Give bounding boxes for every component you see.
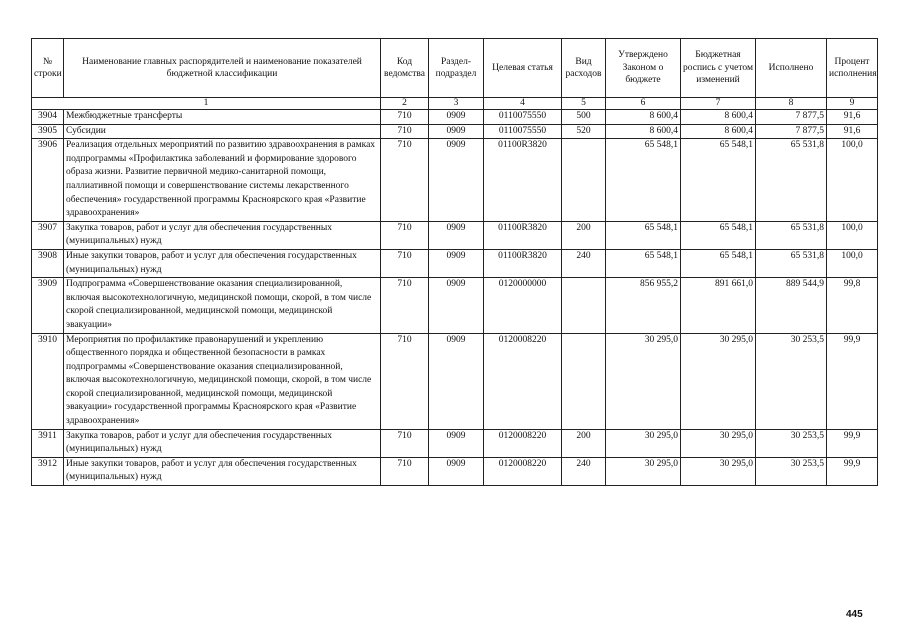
- target-article-cell: 0110075550: [484, 124, 562, 139]
- table-row: [32, 124, 878, 139]
- expense-kind-cell: 520: [562, 124, 606, 139]
- section-cell: 0909: [429, 333, 484, 429]
- percent-cell: 100,0: [827, 249, 878, 277]
- section-cell: 0909: [429, 110, 484, 125]
- expense-kind-cell: [562, 278, 606, 333]
- planned-cell: 8 600,4: [681, 124, 756, 139]
- percent-cell: 99,9: [827, 457, 878, 485]
- row-number-cell: 3904: [32, 110, 64, 125]
- planned-cell: 30 295,0: [681, 333, 756, 429]
- department-code-cell: 710: [381, 429, 429, 457]
- executed-cell: 889 544,9: [756, 278, 827, 333]
- approved-cell: 856 955,2: [606, 278, 681, 333]
- row-name-cell: Закупка товаров, работ и услуг для обеспечения государственных (муниципальных) нужд: [64, 221, 381, 249]
- section-cell: 0909: [429, 429, 484, 457]
- planned-cell: 65 548,1: [681, 249, 756, 277]
- row-name-cell: Межбюджетные трансферты: [64, 110, 381, 125]
- percent-cell: 91,6: [827, 124, 878, 139]
- table-row: [32, 110, 878, 125]
- header-expense-kind: Вид расходов: [562, 39, 606, 98]
- approved-cell: 8 600,4: [606, 124, 681, 139]
- executed-cell: 30 253,5: [756, 457, 827, 485]
- row-number-cell: 3912: [32, 457, 64, 485]
- header-section: Раздел-подраздел: [429, 39, 484, 98]
- row-number-cell: 3908: [32, 249, 64, 277]
- executed-cell: 7 877,5: [756, 110, 827, 125]
- percent-cell: 99,8: [827, 278, 878, 333]
- budget-execution-table: [31, 38, 878, 486]
- expense-kind-cell: 500: [562, 110, 606, 125]
- section-cell: 0909: [429, 278, 484, 333]
- column-number: 3: [429, 98, 484, 110]
- expense-kind-cell: 240: [562, 249, 606, 277]
- header-target-article: Целевая статья: [484, 39, 562, 98]
- row-name-cell: Закупка товаров, работ и услуг для обеспечения государственных (муниципальных) нужд: [64, 429, 381, 457]
- header-planned: Бюджетная роспись с учетом изменений: [681, 39, 756, 98]
- header-approved: Утверждено Законом о бюджете: [606, 39, 681, 98]
- target-article-cell: 01100R3820: [484, 221, 562, 249]
- row-name-cell: Иные закупки товаров, работ и услуг для обеспечения государственных (муниципальных) нужд: [64, 249, 381, 277]
- row-number-cell: 3909: [32, 278, 64, 333]
- approved-cell: 8 600,4: [606, 110, 681, 125]
- header-executed: Исполнено: [756, 39, 827, 98]
- column-number: 4: [484, 98, 562, 110]
- planned-cell: 65 548,1: [681, 139, 756, 222]
- executed-cell: 65 531,8: [756, 249, 827, 277]
- row-name-cell: Мероприятия по профилактике правонарушений и укреплению общественного порядка и общественной безопасности в рамках подпрограммы «Совершенствование оказания специализированной, включая высокотехнологичную, медицинской помощи, скорой, в том числе скорой специализированной, медицинской помощи, медицинской эвакуации» государственной программы Красноярского края «Развитие здравоохранения»: [64, 333, 381, 429]
- row-name-cell: Подпрограмма «Совершенствование оказания специализированной, включая высокотехнологичную, медицинской помощи, скорой, в том числе скорой специализированной, медицинской помощи, медицинской эвакуации»: [64, 278, 381, 333]
- page-number: 445: [846, 609, 863, 620]
- approved-cell: 30 295,0: [606, 457, 681, 485]
- department-code-cell: 710: [381, 457, 429, 485]
- table-row: [32, 249, 878, 277]
- planned-cell: 65 548,1: [681, 221, 756, 249]
- percent-cell: 100,0: [827, 139, 878, 222]
- department-code-cell: 710: [381, 333, 429, 429]
- section-cell: 0909: [429, 221, 484, 249]
- target-article-cell: 0120008220: [484, 333, 562, 429]
- target-article-cell: 0110075550: [484, 110, 562, 125]
- column-number: 7: [681, 98, 756, 110]
- table-row: [32, 333, 878, 429]
- table-row: [32, 429, 878, 457]
- department-code-cell: 710: [381, 110, 429, 125]
- row-number-cell: 3907: [32, 221, 64, 249]
- section-cell: 0909: [429, 139, 484, 222]
- percent-cell: 99,9: [827, 333, 878, 429]
- percent-cell: 91,6: [827, 110, 878, 125]
- header-row: [32, 39, 878, 98]
- table-row: [32, 278, 878, 333]
- executed-cell: 65 531,8: [756, 221, 827, 249]
- table-body: [32, 110, 878, 486]
- column-number: 8: [756, 98, 827, 110]
- header-department-code: Код ведомства: [381, 39, 429, 98]
- target-article-cell: 01100R3820: [484, 249, 562, 277]
- approved-cell: 30 295,0: [606, 429, 681, 457]
- target-article-cell: 0120000000: [484, 278, 562, 333]
- header-name: Наименование главных распорядителей и наименование показателей бюджетной классификации: [64, 39, 381, 98]
- row-number-cell: 3906: [32, 139, 64, 222]
- row-number-cell: 3905: [32, 124, 64, 139]
- department-code-cell: 710: [381, 221, 429, 249]
- column-number: 5: [562, 98, 606, 110]
- percent-cell: 100,0: [827, 221, 878, 249]
- expense-kind-cell: 200: [562, 429, 606, 457]
- planned-cell: 30 295,0: [681, 457, 756, 485]
- section-cell: 0909: [429, 457, 484, 485]
- executed-cell: 30 253,5: [756, 333, 827, 429]
- header-row-number: № строки: [32, 39, 64, 98]
- approved-cell: 65 548,1: [606, 249, 681, 277]
- expense-kind-cell: [562, 139, 606, 222]
- column-number: 1: [32, 98, 381, 110]
- planned-cell: 30 295,0: [681, 429, 756, 457]
- department-code-cell: 710: [381, 139, 429, 222]
- section-cell: 0909: [429, 249, 484, 277]
- section-cell: 0909: [429, 124, 484, 139]
- column-number: 6: [606, 98, 681, 110]
- executed-cell: 7 877,5: [756, 124, 827, 139]
- expense-kind-cell: 240: [562, 457, 606, 485]
- row-name-cell: Реализация отдельных мероприятий по развитию здравоохранения в рамках подпрограммы «Профилактика заболеваний и формирование здорового образа жизни. Развитие первичной медико-санитарной помощи, паллиативной помощи и совершенствование системы лекарственного обеспечения» государственной программы Красноярского края «Развитие здравоохранения»: [64, 139, 381, 222]
- department-code-cell: 710: [381, 249, 429, 277]
- planned-cell: 8 600,4: [681, 110, 756, 125]
- department-code-cell: 710: [381, 278, 429, 333]
- row-name-cell: Субсидии: [64, 124, 381, 139]
- department-code-cell: 710: [381, 124, 429, 139]
- executed-cell: 65 531,8: [756, 139, 827, 222]
- approved-cell: 65 548,1: [606, 139, 681, 222]
- header-percent: Процент исполнения: [827, 39, 878, 98]
- expense-kind-cell: 200: [562, 221, 606, 249]
- approved-cell: 30 295,0: [606, 333, 681, 429]
- percent-cell: 99,9: [827, 429, 878, 457]
- executed-cell: 30 253,5: [756, 429, 827, 457]
- approved-cell: 65 548,1: [606, 221, 681, 249]
- table-row: [32, 457, 878, 485]
- expense-kind-cell: [562, 333, 606, 429]
- column-number-row: [32, 98, 878, 110]
- target-article-cell: 0120008220: [484, 429, 562, 457]
- target-article-cell: 01100R3820: [484, 139, 562, 222]
- row-number-cell: 3911: [32, 429, 64, 457]
- row-name-cell: Иные закупки товаров, работ и услуг для обеспечения государственных (муниципальных) нужд: [64, 457, 381, 485]
- planned-cell: 891 661,0: [681, 278, 756, 333]
- row-number-cell: 3910: [32, 333, 64, 429]
- table-row: [32, 221, 878, 249]
- column-number: 9: [827, 98, 878, 110]
- column-number: 2: [381, 98, 429, 110]
- table-row: [32, 139, 878, 222]
- target-article-cell: 0120008220: [484, 457, 562, 485]
